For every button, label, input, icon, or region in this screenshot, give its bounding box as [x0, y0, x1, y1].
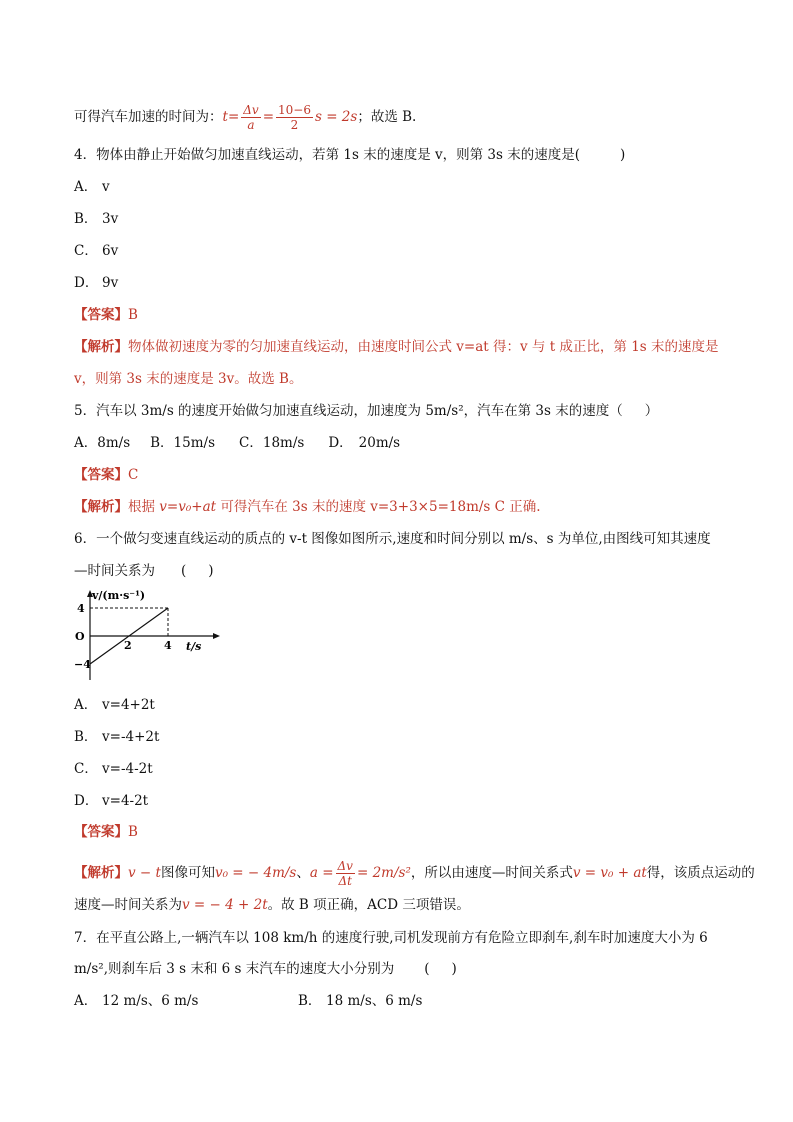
graph-y-neg: −4 [74, 658, 91, 671]
prev-t: t [222, 109, 228, 125]
q7-option-b: B． 18 m/s、6 m/s [298, 993, 423, 1009]
prev-eq: = [227, 109, 240, 125]
q6-frac: $\frac{\Delta v}{\Delta t}$ [337, 859, 353, 888]
q5-option-c: C．18m/s [239, 435, 305, 451]
q6-stem-line1: 6．一个做匀变速直线运动的质点的 v-t 图像如图所示,速度和时间分别以 m/s、s 为单位,由图线可知其速度 [74, 531, 711, 547]
q7-stem-line1: 7．在平直公路上,一辆汽车以 108 km/h 的速度行驶,司机发现前方有危险立即刹车,刹车时加速度大小为 6 [74, 930, 708, 946]
prev-suffix: ；故选 B. [357, 109, 417, 125]
q5-option-a: A．8m/s [74, 435, 131, 451]
q4-analysis-line1: 【解析】物体做初速度为零的匀加速直线运动，由速度时间公式 v=at 得：v 与 t 成正比，第 1s 末的速度是 [74, 339, 719, 355]
q5-analysis: 【解析】根据 v=v₀+at 可得汽车在 3s 末的速度 v=3+3×5=18m/s C 正确. [74, 499, 541, 515]
q7-option-a: A． 12 m/s、6 m/s [74, 993, 199, 1009]
q6-stem-line2: —时间关系为 ( ) [74, 563, 214, 579]
q5-option-b: B．15m/s [150, 435, 216, 451]
prev-result: s = 2s [314, 109, 358, 125]
q7-options [74, 995, 198, 1009]
q6-option-d: D． v=4-2t [74, 793, 149, 809]
graph-origin: O [75, 630, 85, 643]
q5-options [74, 437, 400, 451]
prev-frac1: $\frac{\Delta v}{a}$ [243, 103, 259, 132]
q4-answer: 【答案】B [74, 307, 138, 323]
q5-stem: 5．汽车以 3m/s 的速度开始做匀加速直线运动，加速度为 5m/s²，汽车在第 3s 末的速度（ ） [74, 403, 659, 419]
q4-option-d: D． 9v [74, 275, 119, 291]
prev-eq2: = [262, 109, 275, 125]
graph-x-end: 4 [164, 639, 172, 652]
graph-xlabel: t/s [186, 640, 202, 653]
prev-analysis-line [74, 104, 416, 131]
prev-frac2: $\frac{10-6}{2}$ [278, 103, 311, 132]
q6-analysis-line1: 【解析】v − t图像可知v₀ = − 4m/s、a = $\frac{\Delta v}{\Delta t}$ = 2m/s²，所以由速度—时间关系式v = v₀ + at得，该质点运动的 [74, 859, 755, 888]
x-axis-arrow [213, 633, 220, 639]
q5-option-d: D． 20m/s [328, 435, 401, 451]
q5-answer: 【答案】C [74, 467, 139, 483]
q7-stem-line2: m/s²,则刹车后 3 s 末和 6 s 末汽车的速度大小分别为 ( ) [74, 961, 457, 977]
q4-option-a: A． v [74, 179, 110, 195]
q6-answer: 【答案】B [74, 824, 138, 840]
graph-ylabel: v/(m·s⁻¹) [92, 589, 146, 602]
q4-option-b: B． 3v [74, 211, 119, 227]
q6-option-b: B． v=-4+2t [74, 729, 160, 745]
graph-y-pos: 4 [77, 602, 85, 615]
q4-analysis-line2: v，则第 3s 末的速度是 3v。故选 B。 [74, 371, 303, 387]
q6-option-a: A． v=4+2t [74, 697, 155, 713]
q4-option-c: C． 6v [74, 243, 119, 259]
q6-analysis-line2: 速度—时间关系为v = − 4 + 2t。故 B 项正确，ACD 三项错误。 [74, 897, 470, 913]
q6-option-c: C． v=-4-2t [74, 761, 153, 777]
vt-graph [74, 588, 224, 683]
graph-x-mid: 2 [124, 639, 132, 652]
prev-prefix: 可得汽车加速的时间为： [74, 109, 223, 125]
q4-stem: 4．物体由静止开始做匀加速直线运动，若第 1s 末的速度是 v，则第 3s 末的速度是( ) [74, 147, 626, 163]
